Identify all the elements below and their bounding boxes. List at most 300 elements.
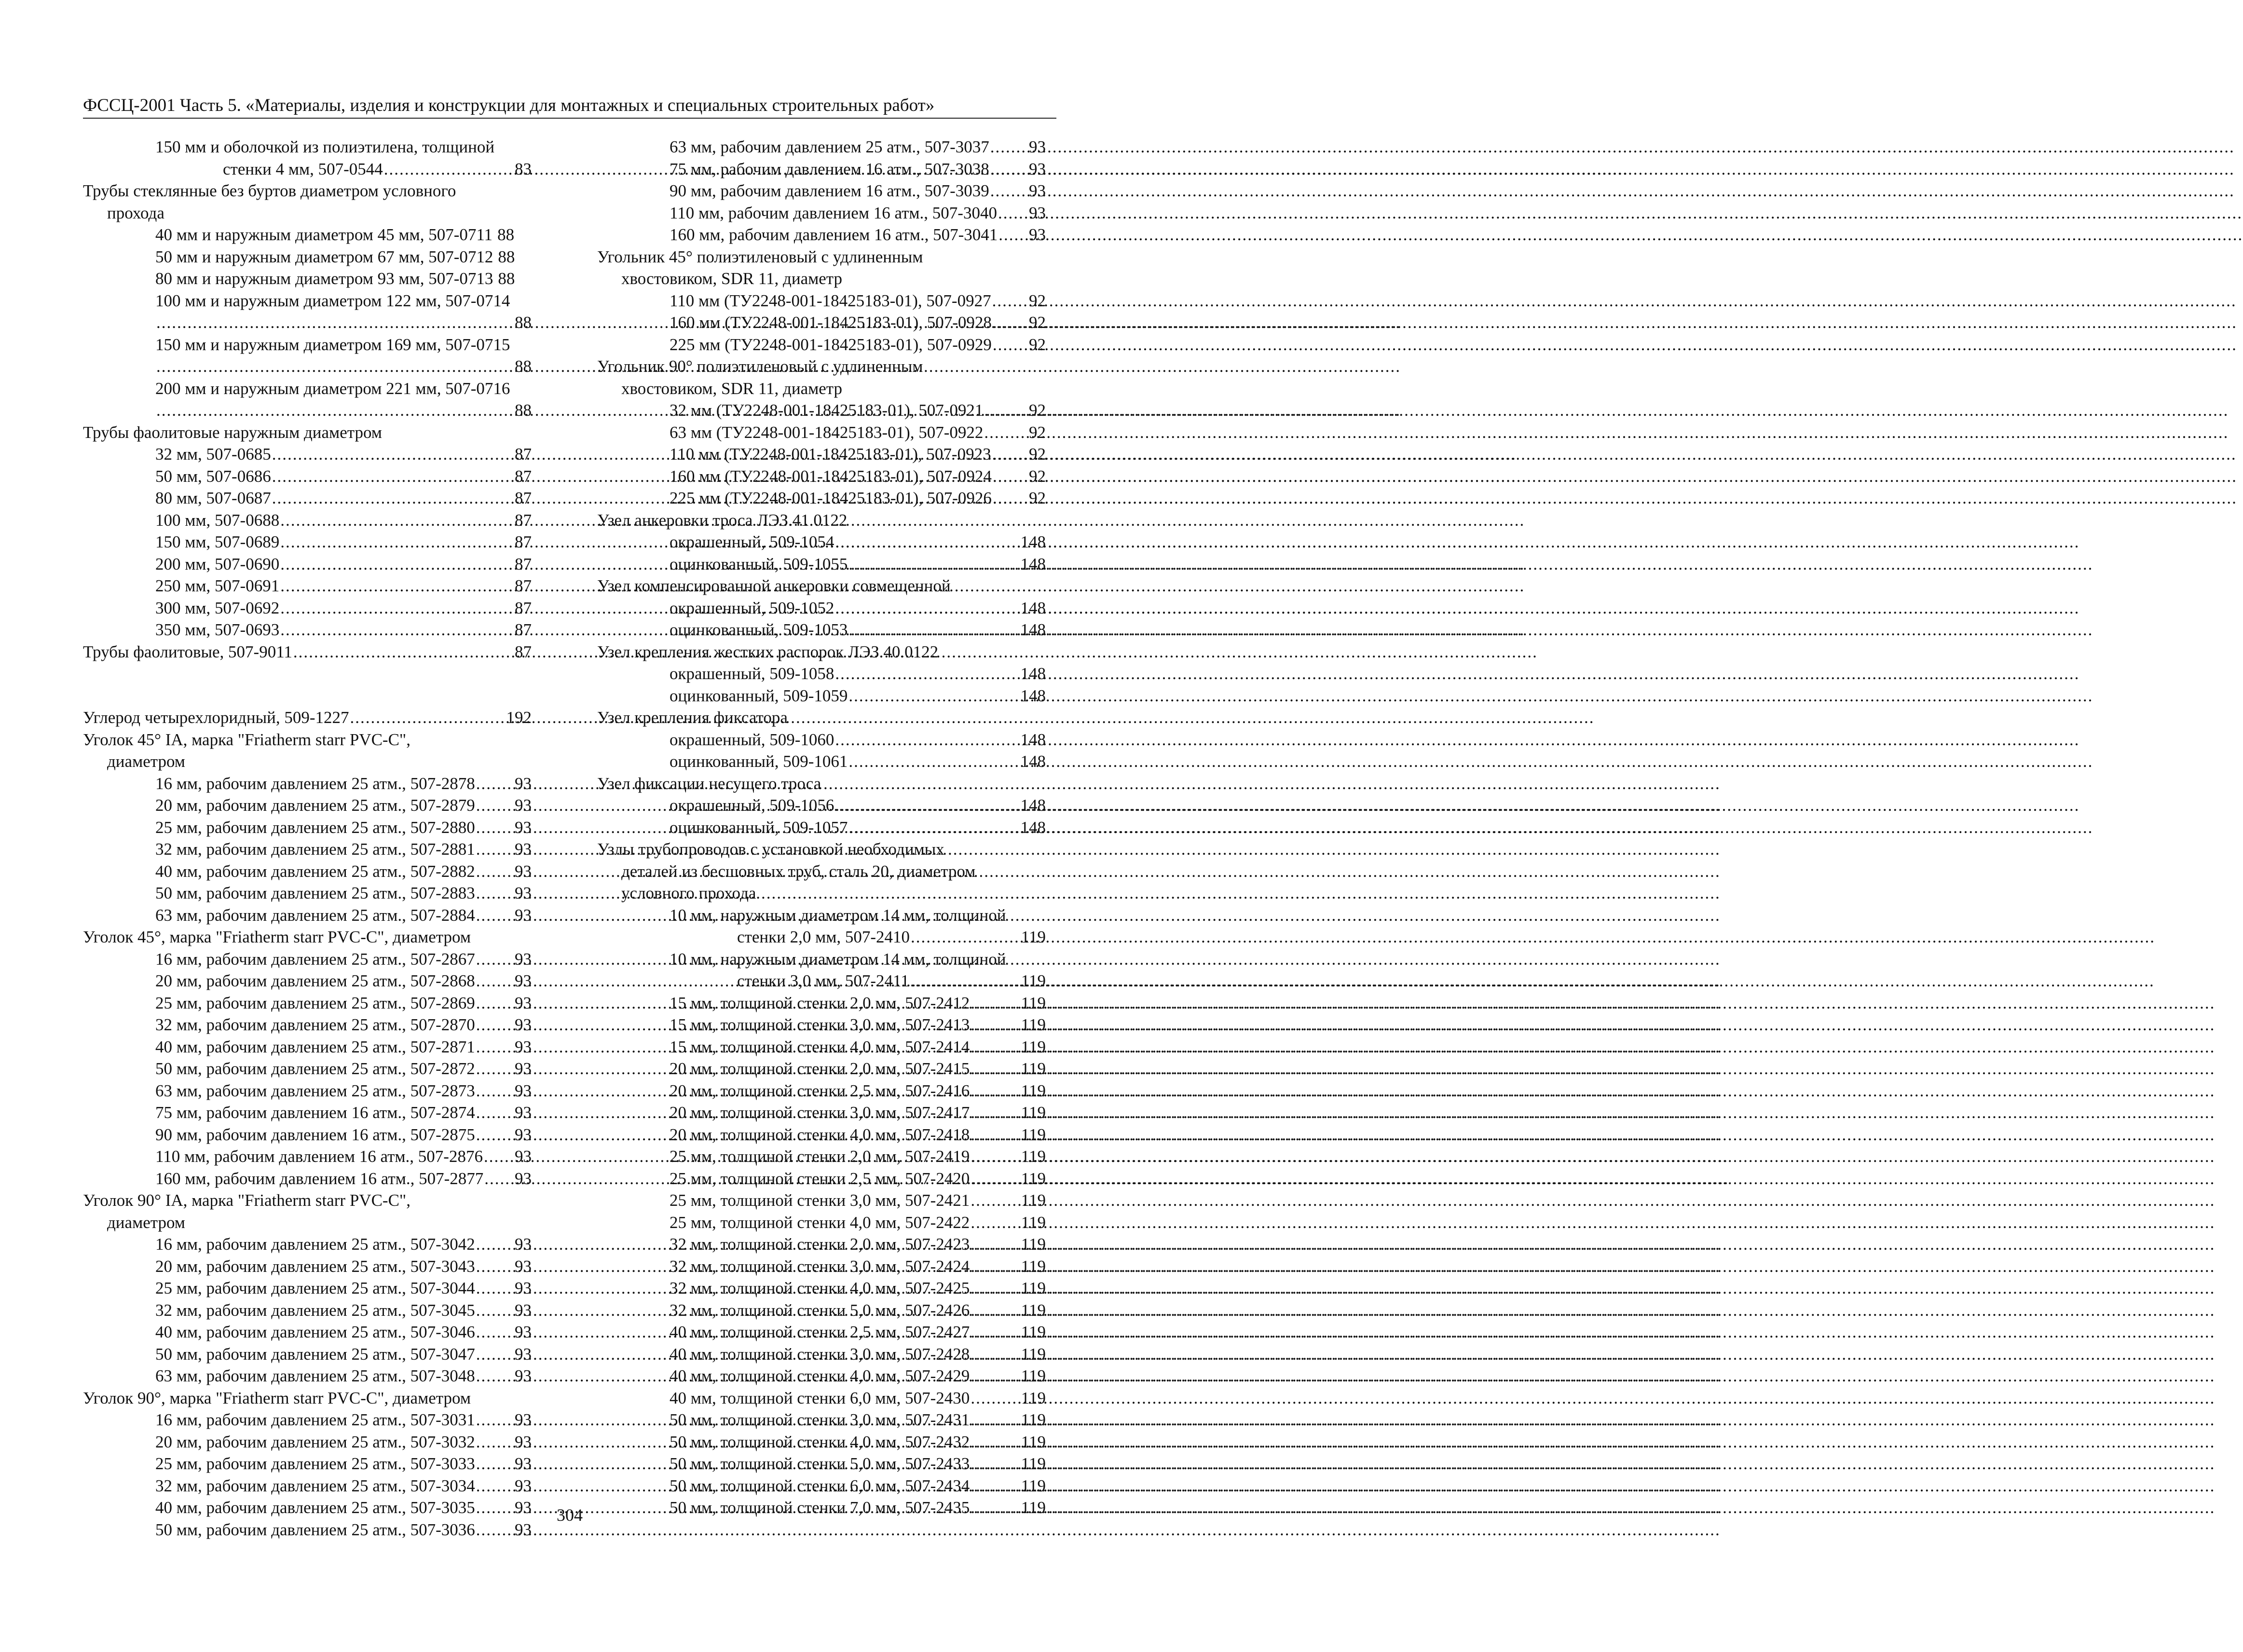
- index-heading: [597, 509, 1046, 532]
- entry-text: 25 мм, толщиной стенки 2,0 мм, 507-2419: [670, 1147, 970, 1166]
- dot-leader: [971, 1277, 1020, 1299]
- dot-leader: [156, 312, 514, 334]
- dot-leader: [272, 443, 514, 465]
- dot-leader: [280, 509, 514, 532]
- page-ref: 93: [515, 1344, 532, 1364]
- index-entry: [597, 224, 1046, 246]
- dot-leader: [984, 422, 1028, 444]
- entry-text: 50 мм, толщиной стенки 7,0 мм, 507-2435: [670, 1498, 970, 1517]
- entry-text: 100 мм и наружным диаметром 122 мм, 507-0714: [155, 291, 510, 310]
- index-entry: [597, 1189, 1046, 1212]
- index-entry: [83, 158, 532, 180]
- entry-text: Уголок 90° IA, марка "Friatherm starr PVC-C",: [83, 1191, 410, 1210]
- index-entry: [597, 970, 1046, 992]
- index-entry: [597, 443, 1046, 465]
- entry-text: 25 мм, рабочим давлением 25 атм., 507-2880: [155, 818, 475, 837]
- dot-leader: [280, 597, 514, 619]
- page-ref: 93: [515, 1235, 532, 1254]
- index-heading: [597, 773, 1046, 795]
- page-ref: 148: [1020, 554, 1046, 573]
- entry-text: 50 мм, рабочим давлением 25 атм., 507-2883: [155, 884, 475, 902]
- entry-text: прохода: [107, 203, 164, 222]
- blank-line: [83, 685, 532, 707]
- entry-text: 200 мм, 507-0690: [155, 554, 280, 573]
- entry-text: 300 мм, 507-0692: [155, 598, 280, 617]
- index-entry: [83, 378, 532, 400]
- dot-leader: [971, 1475, 1020, 1497]
- index-entry: [83, 1409, 532, 1431]
- entry-text: 25 мм, толщиной стенки 4,0 мм, 507-2422: [670, 1213, 970, 1232]
- index-entry: [597, 1277, 1046, 1299]
- index-heading: [597, 707, 1046, 729]
- page-ref: 88: [497, 225, 515, 244]
- dot-leader: [476, 773, 514, 795]
- dot-leader: [971, 1036, 1020, 1058]
- entry-text: 250 мм, 507-0691: [155, 576, 280, 595]
- index-entry: [597, 1453, 1046, 1475]
- dot-leader: [835, 663, 1019, 685]
- dot-leader: [998, 224, 1028, 246]
- index-entry: [597, 860, 1046, 883]
- index-entry: [597, 1014, 1046, 1036]
- page-ref: 93: [1029, 159, 1046, 178]
- entry-text: 32 мм, рабочим давлением 25 атм., 507-2881: [155, 840, 475, 859]
- page-ref: 192: [506, 708, 532, 727]
- page-ref: 92: [1029, 445, 1046, 464]
- page-ref: 93: [515, 1498, 532, 1517]
- entry-text: Уголок 45°, марка "Friatherm starr PVC-C", диаметром: [83, 928, 471, 946]
- page-ref: 93: [515, 1410, 532, 1429]
- index-entry: [83, 773, 532, 795]
- dot-leader: [476, 1014, 514, 1036]
- entry-text: 40 мм, рабочим давлением 25 атм., 507-2882: [155, 861, 475, 881]
- dot-leader: [476, 1365, 514, 1387]
- index-heading: [83, 926, 532, 948]
- index-entry: [597, 1321, 1046, 1343]
- dot-leader: [971, 1058, 1020, 1080]
- dot-leader: [911, 926, 1020, 948]
- entry-text: оцинкованный, 509-1061: [670, 752, 848, 771]
- index-entry: [83, 224, 532, 246]
- entry-text: 10 мм, наружным диаметром 14 мм, толщиной: [670, 949, 1006, 969]
- entry-text: 20 мм, рабочим давлением 25 атм., 507-2868: [155, 971, 475, 990]
- index-entry: [83, 290, 532, 312]
- dot-leader: [476, 1233, 514, 1256]
- dot-leader: [848, 751, 1019, 773]
- dot-leader: [476, 817, 514, 839]
- page-ref: 119: [1021, 1410, 1046, 1429]
- page-ref: 92: [1029, 401, 1046, 420]
- dot-leader: [971, 1124, 1020, 1146]
- index-entry: [597, 465, 1046, 488]
- dot-leader: [476, 794, 514, 817]
- page-ref: 92: [1029, 313, 1046, 332]
- index-entry: [83, 136, 532, 158]
- index-entry: [83, 312, 532, 334]
- index-entry: [83, 1102, 532, 1124]
- index-entry: [597, 1256, 1046, 1278]
- entry-text: 40 мм, толщиной стенки 4,0 мм, 507-2429: [670, 1366, 970, 1385]
- index-column-right: [597, 136, 1046, 1519]
- page-ref: 93: [515, 774, 532, 793]
- entry-text: Узел компенсированной анкеровки совмещенной: [597, 576, 951, 595]
- index-entry: [83, 575, 532, 597]
- dot-leader: [476, 1409, 514, 1431]
- page-ref: 87: [515, 598, 532, 617]
- entry-text: 16 мм, рабочим давлением 25 атм., 507-3031: [155, 1410, 475, 1429]
- dot-leader: [971, 1080, 1020, 1102]
- entry-text: Уголок 90°, марка "Friatherm starr PVC-C", диаметром: [83, 1388, 471, 1407]
- index-entry: [597, 1036, 1046, 1058]
- entry-text: 32 мм, 507-0685: [155, 445, 271, 464]
- entry-text: 50 мм, рабочим давлением 25 атм., 507-2872: [155, 1059, 475, 1078]
- dot-leader: [484, 1168, 514, 1190]
- entry-text: оцинкованный, 509-1057: [670, 818, 848, 837]
- entry-text: 20 мм, рабочим давлением 25 атм., 507-3043: [155, 1256, 475, 1276]
- index-column-left: [83, 136, 532, 1541]
- dot-leader: [971, 1146, 1020, 1168]
- dot-leader: [835, 597, 1019, 619]
- page-ref: 87: [515, 489, 532, 507]
- entry-text: Угольник 90° полиэтиленовый с удлиненным: [597, 357, 923, 376]
- entry-text: 80 мм, 507-0687: [155, 489, 271, 507]
- dot-leader: [971, 1212, 1020, 1234]
- page-ref: 87: [515, 576, 532, 595]
- dot-leader: [993, 334, 1028, 356]
- entry-text: 160 мм, рабочим давлением 16 атм., 507-2877: [155, 1169, 484, 1188]
- entry-text: Трубы фаолитовые наружным диаметром: [83, 423, 382, 442]
- page-ref: 87: [515, 532, 532, 551]
- entry-text: 150 мм и оболочкой из полиэтилена, толщиной: [155, 137, 495, 156]
- entry-text: 110 мм (ТУ2248-001-18425183-01), 507-0923: [670, 445, 991, 464]
- entry-text: 40 мм, рабочим давлением 25 атм., 507-2871: [155, 1037, 475, 1056]
- dot-leader: [835, 531, 1019, 553]
- dot-leader: [384, 158, 514, 180]
- dot-leader: [971, 1014, 1020, 1036]
- page-ref: 119: [1021, 1059, 1046, 1078]
- entry-text: 16 мм, рабочим давлением 25 атм., 507-3042: [155, 1235, 475, 1254]
- dot-leader: [272, 465, 514, 488]
- index-entry: [83, 334, 532, 356]
- entry-text: 110 мм, рабочим давлением 16 атм., 507-2876: [155, 1147, 483, 1166]
- dot-leader: [476, 1124, 514, 1146]
- index-heading: [597, 575, 1046, 597]
- index-entry: [83, 355, 532, 378]
- dot-leader: [476, 904, 514, 927]
- index-heading: [83, 641, 532, 663]
- index-entry: [83, 202, 532, 224]
- entry-text: 32 мм, рабочим давлением 25 атм., 507-2870: [155, 1015, 475, 1034]
- page-ref: 87: [515, 466, 532, 486]
- page-ref: 93: [515, 840, 532, 859]
- page-ref: 92: [1029, 423, 1046, 442]
- page-ref: 83: [515, 159, 532, 178]
- dot-leader: [971, 992, 1020, 1014]
- index-entry: [83, 246, 532, 268]
- index-entry: [597, 663, 1046, 685]
- page-ref: 93: [515, 1520, 532, 1539]
- entry-text: 75 мм, рабочим давлением 16 атм., 507-2874: [155, 1103, 475, 1122]
- dot-leader: [971, 1189, 1020, 1212]
- page-ref: 93: [515, 971, 532, 990]
- dot-leader: [848, 817, 1019, 839]
- entry-text: 25 мм, толщиной стенки 2,5 мм, 507-2420: [670, 1169, 970, 1188]
- index-entry: [597, 312, 1046, 334]
- index-heading: [83, 707, 532, 729]
- entry-text: хвостовиком, SDR 11, диаметр: [621, 269, 843, 288]
- entry-text: 63 мм, рабочим давлением 25 атм., 507-2873: [155, 1081, 475, 1100]
- index-entry: [597, 180, 1046, 202]
- page-ref: 119: [1021, 1388, 1046, 1407]
- dot-leader: [484, 1146, 514, 1168]
- dot-leader: [476, 948, 514, 970]
- index-entry: [597, 158, 1046, 180]
- entry-text: 16 мм, рабочим давлением 25 атм., 507-2878: [155, 774, 475, 793]
- entry-text: деталей из бесшовных труб, сталь 20, диаметром: [621, 861, 976, 881]
- entry-text: оцинкованный, 509-1059: [670, 686, 848, 705]
- entry-text: Узел крепления фиксатора: [597, 708, 788, 727]
- index-heading: [83, 180, 532, 202]
- page-ref: 119: [1021, 1323, 1046, 1341]
- page-number: 304: [557, 1505, 583, 1525]
- dot-leader: [993, 312, 1028, 334]
- page-ref: 87: [515, 554, 532, 573]
- page-ref: 88: [515, 313, 532, 332]
- index-entry: [83, 1058, 532, 1080]
- entry-text: 75 мм, рабочим давлением 16 атм., 507-3038: [670, 159, 989, 178]
- page-ref: 119: [1021, 993, 1046, 1012]
- entry-text: 50 мм, толщиной стенки 3,0 мм, 507-2431: [670, 1410, 970, 1429]
- index-entry: [597, 1475, 1046, 1497]
- index-entry: [597, 378, 1046, 400]
- entry-text: оцинкованный, 509-1055: [670, 554, 848, 573]
- page-ref: 93: [515, 1037, 532, 1056]
- entry-text: 40 мм, толщиной стенки 3,0 мм, 507-2428: [670, 1344, 970, 1364]
- dot-leader: [971, 1256, 1020, 1278]
- index-entry: [597, 1146, 1046, 1168]
- entry-text: 20 мм, рабочим давлением 25 атм., 507-2879: [155, 796, 475, 815]
- index-entry: [83, 619, 532, 641]
- page-ref: 119: [1021, 971, 1046, 990]
- page-ref: 148: [1020, 620, 1046, 639]
- entry-text: 225 мм (ТУ2248-001-18425183-01), 507-0926: [670, 489, 992, 507]
- page-ref: 119: [1021, 1498, 1046, 1517]
- dot-leader: [835, 729, 1019, 751]
- index-entry: [83, 1036, 532, 1058]
- dot-leader: [971, 1453, 1020, 1475]
- page-ref: 93: [515, 1125, 532, 1144]
- index-entry: [83, 531, 532, 553]
- entry-text: 15 мм, толщиной стенки 3,0 мм, 507-2413: [670, 1015, 970, 1034]
- page-ref: 148: [1020, 818, 1046, 837]
- entry-text: окрашенный, 509-1060: [670, 730, 834, 749]
- entry-text: 90 мм, рабочим давлением 16 атм., 507-2875: [155, 1125, 475, 1144]
- page-ref: 93: [515, 1059, 532, 1078]
- index-entry: [83, 553, 532, 575]
- entry-text: 32 мм, рабочим давлением 25 атм., 507-3034: [155, 1476, 475, 1495]
- entry-text: 50 мм, толщиной стенки 5,0 мм, 507-2433: [670, 1454, 970, 1473]
- dot-leader: [476, 1277, 514, 1299]
- page-ref: 119: [1021, 1344, 1046, 1364]
- entry-text: окрашенный, 509-1058: [670, 664, 834, 683]
- dot-leader: [280, 619, 514, 641]
- index-entry: [597, 1343, 1046, 1365]
- entry-text: стенки 3,0 мм, 507-2411: [737, 971, 909, 990]
- page-ref: 148: [1020, 730, 1046, 749]
- entry-text: 150 мм и наружным диаметром 169 мм, 507-0715: [155, 335, 510, 354]
- index-entry: [83, 465, 532, 488]
- page-ref: 93: [515, 1169, 532, 1188]
- entry-text: хвостовиком, SDR 11, диаметр: [621, 379, 843, 398]
- running-header: ФССЦ-2001 Часть 5. «Материалы, изделия и конструкции для монтажных и специальных строительных работ»: [83, 95, 1056, 119]
- index-entry: [83, 443, 532, 465]
- index-entry: [597, 1168, 1046, 1190]
- index-entry: [83, 1233, 532, 1256]
- index-entry: [83, 1453, 532, 1475]
- dot-leader: [280, 531, 514, 553]
- entry-text: 40 мм, толщиной стенки 6,0 мм, 507-2430: [670, 1388, 970, 1407]
- page-ref: 92: [1029, 335, 1046, 354]
- index-entry: [83, 948, 532, 970]
- entry-text: Уголок 45° IA, марка "Friatherm starr PVC-C",: [83, 730, 410, 749]
- page-ref: 88: [515, 357, 532, 376]
- dot-leader: [971, 1299, 1020, 1322]
- page-ref: 119: [1021, 1191, 1046, 1210]
- index-heading: [597, 838, 1046, 860]
- page-ref: 93: [1029, 225, 1046, 244]
- index-heading: [597, 355, 1046, 378]
- page-ref: 88: [498, 269, 515, 288]
- dot-leader: [280, 575, 514, 597]
- dot-leader: [990, 136, 1028, 158]
- dot-leader: [848, 553, 1019, 575]
- index-entry: [83, 1431, 532, 1453]
- index-entry: [83, 487, 532, 509]
- entry-text: 20 мм, толщиной стенки 2,5 мм, 507-2416: [670, 1081, 970, 1100]
- dot-leader: [998, 202, 1028, 224]
- entry-text: диаметром: [107, 752, 185, 771]
- index-entry: [597, 1102, 1046, 1124]
- dot-leader: [971, 1365, 1020, 1387]
- index-entry: [597, 882, 1046, 904]
- page-ref: 119: [1021, 1300, 1046, 1320]
- entry-text: условного прохода: [621, 884, 756, 902]
- page-ref: 148: [1020, 752, 1046, 771]
- dot-leader: [476, 1453, 514, 1475]
- index-entry: [83, 399, 532, 422]
- dot-leader: [476, 1431, 514, 1453]
- dot-leader: [990, 158, 1028, 180]
- entry-text: Узел фиксации несущего троса: [597, 774, 821, 793]
- page-ref: 93: [515, 1432, 532, 1451]
- entry-text: 40 мм, толщиной стенки 2,5 мм, 507-2427: [670, 1323, 970, 1341]
- dot-leader: [350, 707, 506, 729]
- entry-text: 80 мм и наружным диаметром 93 мм, 507-0713: [155, 269, 493, 288]
- index-heading: [83, 422, 532, 444]
- index-heading: [83, 1387, 532, 1409]
- page-ref: 119: [1021, 1169, 1046, 1188]
- page-ref: 93: [515, 949, 532, 969]
- entry-text: 32 мм, рабочим давлением 25 атм., 507-3045: [155, 1300, 475, 1320]
- entry-text: окрашенный, 509-1052: [670, 598, 834, 617]
- dot-leader: [984, 399, 1028, 422]
- entry-text: 25 мм, рабочим давлением 25 атм., 507-3033: [155, 1454, 475, 1473]
- page-ref: 93: [515, 1015, 532, 1034]
- entry-text: Угольник 45° полиэтиленовый с удлиненным: [597, 247, 923, 266]
- entry-text: 16 мм, рабочим давлением 25 атм., 507-2867: [155, 949, 475, 969]
- page-ref: 119: [1021, 1213, 1046, 1232]
- entry-text: 50 мм, рабочим давлением 25 атм., 507-3036: [155, 1520, 475, 1539]
- index-entry: [597, 1233, 1046, 1256]
- dot-leader: [476, 970, 514, 992]
- entry-text: 110 мм (ТУ2248-001-18425183-01), 507-0927: [670, 291, 991, 310]
- entry-text: 63 мм, рабочим давлением 25 атм., 507-3048: [155, 1366, 475, 1385]
- index-entry: [83, 1343, 532, 1365]
- dot-leader: [992, 290, 1028, 312]
- entry-text: 63 мм (ТУ2248-001-18425183-01), 507-0922: [670, 423, 984, 442]
- index-entry: [83, 1124, 532, 1146]
- dot-leader: [280, 553, 514, 575]
- index-entry: [83, 1365, 532, 1387]
- index-entry: [597, 487, 1046, 509]
- entry-text: 160 мм (ТУ2248-001-18425183-01), 507-0924: [670, 466, 992, 486]
- index-entry: [83, 751, 532, 773]
- entry-text: Трубы стеклянные без буртов диаметром условного: [83, 181, 456, 200]
- index-entry: [83, 882, 532, 904]
- page-ref: 92: [1029, 489, 1046, 507]
- entry-text: 32 мм, толщиной стенки 4,0 мм, 507-2425: [670, 1279, 970, 1297]
- index-entry: [83, 904, 532, 927]
- dot-leader: [476, 1102, 514, 1124]
- entry-text: 20 мм, толщиной стенки 2,0 мм, 507-2415: [670, 1059, 970, 1078]
- index-entry: [597, 948, 1046, 970]
- dot-leader: [971, 1102, 1020, 1124]
- index-entry: [83, 1299, 532, 1322]
- entry-text: 20 мм, толщиной стенки 3,0 мм, 507-2417: [670, 1103, 970, 1122]
- entry-text: 63 мм, рабочим давлением 25 атм., 507-3037: [670, 137, 989, 156]
- dot-leader: [910, 970, 1020, 992]
- entry-text: 20 мм, рабочим давлением 25 атм., 507-3032: [155, 1432, 475, 1451]
- page-ref: 119: [1021, 1432, 1046, 1451]
- entry-text: 50 мм, 507-0686: [155, 466, 271, 486]
- page-ref: 93: [515, 1103, 532, 1122]
- entry-text: Трубы фаолитовые, 507-9011: [83, 642, 292, 661]
- index-entry: [597, 1058, 1046, 1080]
- page-ref: 119: [1021, 1454, 1046, 1473]
- index-entry: [83, 838, 532, 860]
- entry-text: 40 мм, рабочим давлением 25 атм., 507-3046: [155, 1323, 475, 1341]
- dot-leader: [476, 882, 514, 904]
- page-ref: 88: [515, 401, 532, 420]
- entry-text: 25 мм, толщиной стенки 3,0 мм, 507-2421: [670, 1191, 970, 1210]
- entry-text: 32 мм, толщиной стенки 3,0 мм, 507-2424: [670, 1256, 970, 1276]
- page-ref: 119: [1021, 1476, 1046, 1495]
- entry-text: 160 мм, рабочим давлением 16 атм., 507-3041: [670, 225, 998, 244]
- index-entry: [83, 970, 532, 992]
- entry-text: 200 мм и наружным диаметром 221 мм, 507-0716: [155, 379, 510, 398]
- page-ref: 93: [515, 1476, 532, 1495]
- page-ref: 87: [515, 642, 532, 661]
- dot-leader: [476, 1321, 514, 1343]
- page-ref: 92: [1029, 466, 1046, 486]
- dot-leader: [476, 1299, 514, 1322]
- index-entry: [597, 268, 1046, 290]
- index-entry: [83, 1014, 532, 1036]
- index-entry: [597, 751, 1046, 773]
- index-entry: [83, 1256, 532, 1278]
- page-ref: 87: [515, 510, 532, 530]
- page-ref: 119: [1021, 1147, 1046, 1166]
